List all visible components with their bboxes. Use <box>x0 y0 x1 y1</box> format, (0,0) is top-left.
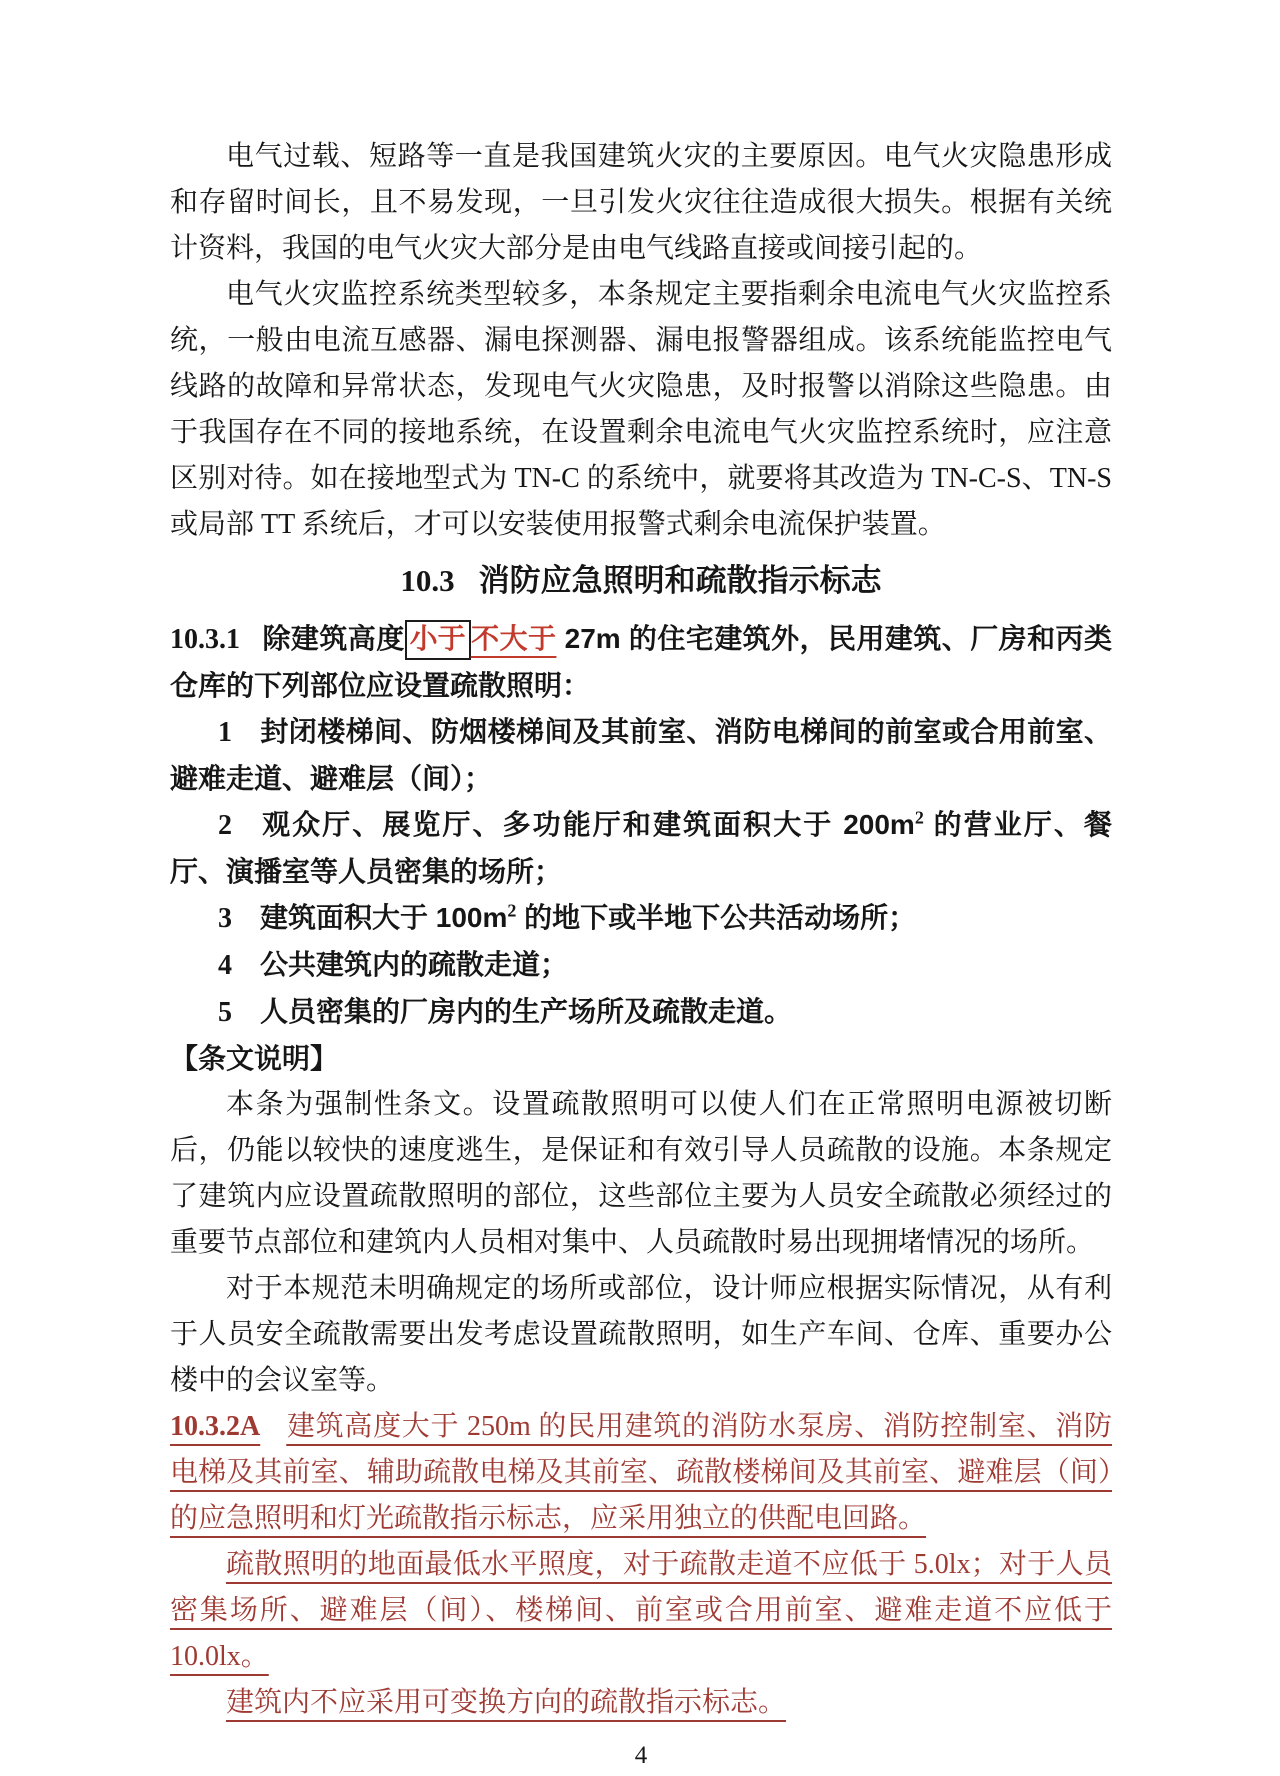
item-number: 3 <box>218 903 232 934</box>
deleted-text-boxed: 小于 <box>405 620 471 660</box>
commentary-paragraph-1: 本条为强制性条文。设置疏散照明可以使人们在正常照明电源被切断后，仍能以较快的速度逃生，是保证和有效引导人员疏散的设施。本条规定了建筑内应设置疏散照明的部位，这些部位主要为人员安全疏散必须经过的重要节点部位和建筑内人员相对集中、人员疏散时易出现拥堵情况的场所。 <box>170 1089 1112 1258</box>
section-heading <box>170 557 1112 605</box>
section-number: 10.3 <box>400 563 455 598</box>
clause-10-3-1 <box>170 616 1112 709</box>
page-number: 4 <box>634 1742 648 1769</box>
amendment-paragraph-3 <box>170 1680 1112 1726</box>
item-text: 封闭楼梯间、防烟楼梯间及其前室、消防电梯间的前室或合用前室、避难走道、避难层（间）； <box>170 716 1112 794</box>
inserted-text-underlined: 不大于 <box>470 623 557 654</box>
commentary-paragraph-2: 对于本规范未明确规定的场所或部位，设计师应根据实际情况，从有利于人员安全疏散需要出发考虑设置疏散照明，如生产车间、仓库、重要办公楼中的会议室等。 <box>170 1273 1112 1396</box>
amendment-paragraph-2-text: 疏散照明的地面最低水平照度，对于疏散走道不应低于 5.0lx；对于人员密集场所、避难层（间）、楼梯间、前室或合用前室、避难走道不应低于 10.0lx。 <box>170 1549 1112 1672</box>
clause-number: 10.3.1 <box>170 624 240 655</box>
item-number: 1 <box>218 717 232 748</box>
intro-paragraph-1: 电气过载、短路等一直是我国建筑火灾的主要原因。电气火灾隐患形成和存留时间长，且不易发现，一旦引发火灾往往造成很大损失。根据有关统计资料，我国的电气火灾大部分是由电气线路直接或间接引起的。 <box>170 141 1112 264</box>
item-number: 4 <box>218 950 232 981</box>
list-item-1 <box>170 709 1112 802</box>
superscript-2: 2 <box>507 900 517 921</box>
item-text: 公共建筑内的疏散走道； <box>260 949 569 980</box>
item-number: 2 <box>218 810 232 841</box>
item-text-post: 的营业厅、餐厅、演播室等人员密集的场所； <box>170 809 1112 887</box>
amendment-clause-text: 建筑高度大于 250m 的民用建筑的消防水泵房、消防控制室、消防电梯及其前室、辅助疏散电梯及其前室、疏散楼梯间及其前室、避难层（间）的应急照明和灯光疏散指示标志，应采用独立的供配电回路。 <box>170 1411 1112 1534</box>
superscript-2: 2 <box>914 807 924 828</box>
item-number: 5 <box>218 997 232 1028</box>
commentary-label: 【条文说明】 <box>170 1043 339 1074</box>
clause-prefix: 除建筑高度 <box>262 623 405 654</box>
intro-paragraph-2: 电气火灾监控系统类型较多，本条规定主要指剩余电流电气火灾监控系统，一般由电流互感器、漏电探测器、漏电报警器组成。该系统能监控电气线路的故障和异常状态，发现电气火灾隐患，及时报警以消除这些隐患。由于我国存在不同的接地系统，在设置剩余电流电气火灾监控系统时，应注意区别对待。如在接地型式为 TN-C 的系统中，就要将其改造为 TN-C-S、TN-S 或局部 TT 系统后，才可以安装使用报警式剩余电流保护装置。 <box>170 279 1112 540</box>
amendment-paragraph-2 <box>170 1542 1112 1680</box>
list-item-3 <box>170 895 1112 942</box>
list-item-5 <box>170 989 1112 1036</box>
section-title: 消防应急照明和疏散指示标志 <box>478 563 882 598</box>
amendment-clause-10-3-2A <box>170 1404 1112 1542</box>
amendment-clause-number: 10.3.2A <box>170 1411 261 1442</box>
item-text-pre: 建筑面积大于 100m <box>260 902 508 933</box>
list-item-2 <box>170 802 1112 895</box>
clause-suffix: 27m 的住宅建筑外，民用建筑、厂房和丙类仓库的下列部位应设置疏散照明： <box>170 623 1112 701</box>
item-text-post: 的地下或半地下公共活动场所； <box>516 902 917 933</box>
item-text: 人员密集的厂房内的生产场所及疏散走道。 <box>260 996 793 1027</box>
item-text-pre: 观众厅、展览厅、多功能厅和建筑面积大于 200m <box>260 809 915 840</box>
list-item-4 <box>170 942 1112 989</box>
amendment-paragraph-3-text: 建筑内不应采用可变换方向的疏散指示标志。 <box>226 1687 787 1718</box>
